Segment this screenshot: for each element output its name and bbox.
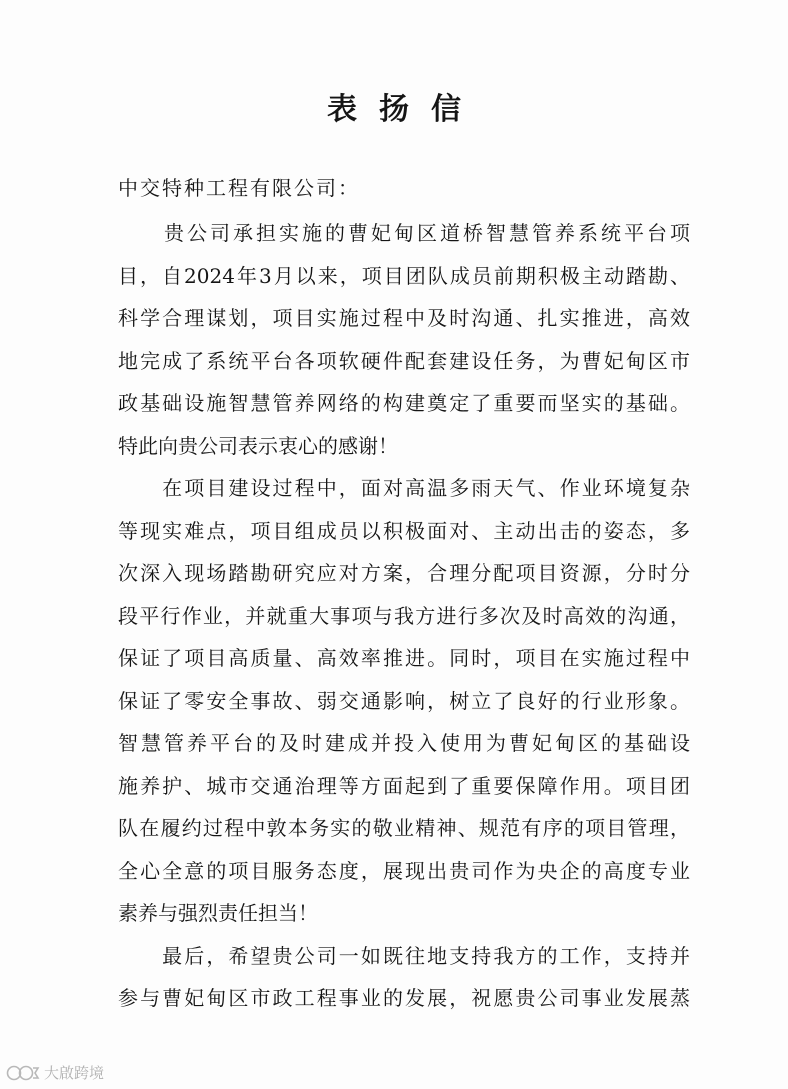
body-line: 贵公司承担实施的曹妃甸区道桥智慧管养系统平台项 [118,221,690,245]
watermark-text: 大啟跨境 [44,1064,105,1082]
body-line: 最后，希望贵公司一如既往地支持我方的工作，支持并 [118,943,690,968]
watermark-logo-icon [6,1064,40,1082]
letter-salutation: 中交特种工程有限公司： [118,176,360,200]
body-line: 队在履约过程中敦本务实的敬业精神、规范有序的项目管理， [118,816,690,840]
body-line: 保证了项目高质量、高效率推进。同时，项目在实施过程中 [118,646,690,670]
body-line: 参与曹妃甸区市政工程事业的发展，祝愿贵公司事业发展蒸 [118,986,690,1010]
body-line: 段平行作业，并就重大事项与我方进行多次及时高效的沟通， [118,603,690,628]
body-line: 素养与强烈责任担当！ [118,901,318,925]
body-line: 政基础设施智慧管养网络的构建奠定了重要而坚实的基础。 [118,391,690,415]
body-line: 特此向贵公司表示衷心的感谢！ [118,433,398,458]
body-line: 地完成了系统平台各项软硬件配套建设任务，为曹妃甸区市 [118,348,690,373]
body-line: 次深入现场踏勘研究应对方案，合理分配项目资源，分时分 [118,561,690,585]
body-line: 施养护、城市交通治理等方面起到了重要保障作用。项目团 [118,773,690,798]
body-line: 目，自2024年3月以来，项目团队成员前期积极主动踏勘、 [118,263,690,288]
body-line: 等现实难点，项目组成员以积极面对、主动出击的姿态，多 [118,518,690,543]
body-line: 科学合理谋划，项目实施过程中及时沟通、扎实推进，高效 [118,306,690,330]
letter-title: 表扬信 [327,92,483,127]
letter-body [118,212,690,1020]
body-line: 在项目建设过程中，面对高温多雨天气、作业环境复杂 [118,476,690,500]
body-line: 保证了零安全事故、弱交通影响，树立了良好的行业形象。 [118,688,690,713]
body-line: 智慧管养平台的及时建成并投入使用为曹妃甸区的基础设 [118,731,690,755]
body-line: 全心全意的项目服务态度，展现出贵司作为央企的高度专业 [118,858,690,883]
watermark [6,1062,104,1083]
